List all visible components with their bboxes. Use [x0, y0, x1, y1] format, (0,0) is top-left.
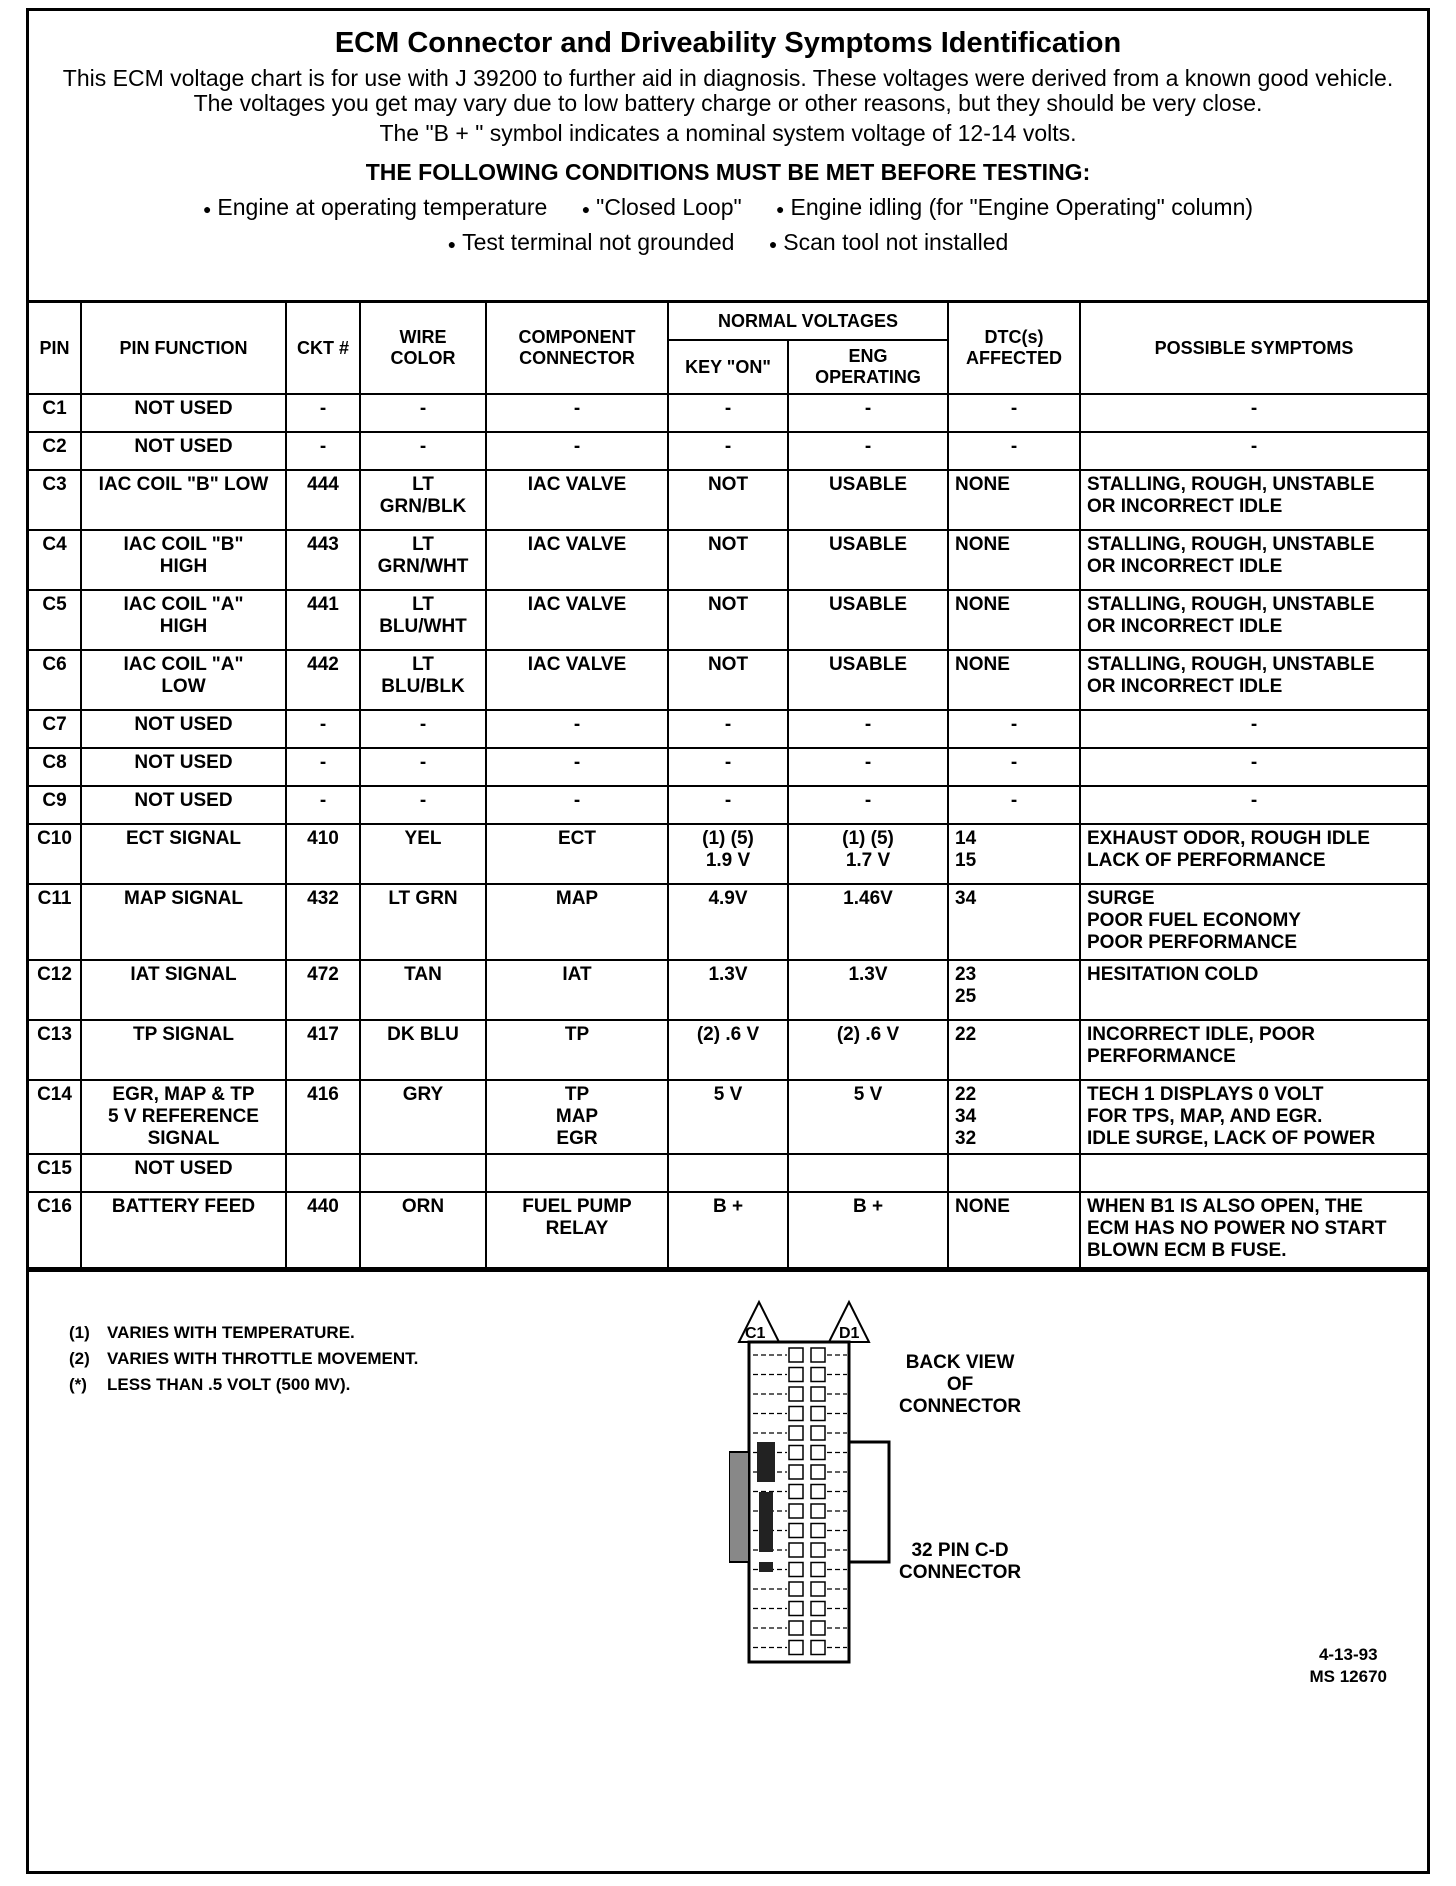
key-on-voltage-cell: 4.9V — [668, 884, 788, 960]
eng-operating-voltage-cell: - — [788, 432, 948, 470]
voltage-table — [29, 303, 1427, 1269]
key-on-voltage-cell: NOT — [668, 590, 788, 650]
ckt-cell: - — [286, 710, 360, 748]
connector-pin-label: 32 PIN C-D CONNECTOR — [899, 1540, 1022, 1583]
pin-function-cell: NOT USED — [81, 432, 286, 470]
header-pin: PIN — [29, 303, 81, 394]
pin-function-cell: IAC COIL "B" HIGH — [81, 530, 286, 590]
symptoms-cell: INCORRECT IDLE, POOR PERFORMANCE — [1080, 1020, 1427, 1080]
table-row — [29, 710, 1427, 748]
component-cell: TP — [486, 1020, 668, 1080]
symptoms-cell: - — [1080, 432, 1427, 470]
chart-sheet — [26, 8, 1430, 1874]
symptoms-cell: STALLING, ROUGH, UNSTABLE OR INCORRECT IDLE — [1080, 650, 1427, 710]
condition-item: ● Test terminal not grounded — [448, 229, 735, 255]
table-row — [29, 1080, 1427, 1154]
key-on-voltage-cell: (2) .6 V — [668, 1020, 788, 1080]
eng-operating-voltage-cell: 1.3V — [788, 960, 948, 1020]
condition-item: ● Scan tool not installed — [769, 229, 1009, 255]
key-on-voltage-cell: NOT — [668, 470, 788, 530]
table-row — [29, 824, 1427, 884]
pin-cell: C13 — [29, 1020, 81, 1080]
dtc-cell: 23 25 — [948, 960, 1080, 1020]
symptoms-cell: STALLING, ROUGH, UNSTABLE OR INCORRECT IDLE — [1080, 470, 1427, 530]
ckt-cell: 442 — [286, 650, 360, 710]
dtc-cell: - — [948, 748, 1080, 786]
condition-item: ● Engine at operating temperature — [203, 194, 547, 220]
header-component-connector: COMPONENT CONNECTOR — [486, 303, 668, 394]
pin-cell: C8 — [29, 748, 81, 786]
eng-operating-voltage-cell: - — [788, 748, 948, 786]
wire-color-cell: - — [360, 786, 486, 824]
page-title: ECM Connector and Driveability Symptoms Identification — [334, 27, 1122, 59]
ckt-cell: - — [286, 432, 360, 470]
symptoms-cell — [1080, 1154, 1427, 1192]
symptoms-cell: WHEN B1 IS ALSO OPEN, THE ECM HAS NO POWER NO START BLOWN ECM B FUSE. — [1080, 1192, 1427, 1268]
intro-text: This ECM voltage chart is for use with J 39200 to further aid in diagnosis. These voltages were derived from a known good vehicle. The voltages you get may vary due to low battery charge or other reasons, but they should be very close. — [62, 65, 1394, 116]
connector-d1-label: D1 — [839, 1325, 860, 1342]
connector-diagram — [729, 1292, 1029, 1672]
doc-reference — [1310, 1644, 1388, 1688]
table-row — [29, 590, 1427, 650]
table-row — [29, 786, 1427, 824]
key-on-voltage-cell: 1.3V — [668, 960, 788, 1020]
header-ckt: CKT # — [286, 303, 360, 394]
pin-cell: C2 — [29, 432, 81, 470]
component-cell: TP MAP EGR — [486, 1080, 668, 1154]
key-on-voltage-cell — [668, 1154, 788, 1192]
dtc-cell: NONE — [948, 470, 1080, 530]
dtc-cell: 22 34 32 — [948, 1080, 1080, 1154]
conditions-heading: THE FOLLOWING CONDITIONS MUST BE MET BEFORE TESTING: — [365, 159, 1091, 185]
wire-color-cell: - — [360, 748, 486, 786]
key-on-voltage-cell: - — [668, 748, 788, 786]
ckt-cell: - — [286, 748, 360, 786]
header-key-on: KEY "ON" — [668, 340, 788, 394]
eng-operating-voltage-cell — [788, 1154, 948, 1192]
symptoms-cell: TECH 1 DISPLAYS 0 VOLT FOR TPS, MAP, AND EGR. IDLE SURGE, LACK OF POWER — [1080, 1080, 1427, 1154]
pin-function-cell: IAT SIGNAL — [81, 960, 286, 1020]
ckt-cell: 440 — [286, 1192, 360, 1268]
doc-code: MS 12670 — [1309, 1667, 1387, 1686]
table-row — [29, 432, 1427, 470]
table-row — [29, 748, 1427, 786]
condition-item: ● Engine idling (for "Engine Operating" column) — [776, 194, 1253, 220]
component-cell: FUEL PUMP RELAY — [486, 1192, 668, 1268]
pin-cell: C6 — [29, 650, 81, 710]
symptoms-cell: - — [1080, 748, 1427, 786]
symptoms-cell: - — [1080, 394, 1427, 432]
component-cell: ECT — [486, 824, 668, 884]
dtc-cell: - — [948, 710, 1080, 748]
symptoms-cell: STALLING, ROUGH, UNSTABLE OR INCORRECT IDLE — [1080, 530, 1427, 590]
wire-color-cell: - — [360, 394, 486, 432]
pin-function-cell: IAC COIL "A" LOW — [81, 650, 286, 710]
table-row — [29, 470, 1427, 530]
pin-function-cell: IAC COIL "B" LOW — [81, 470, 286, 530]
component-cell: - — [486, 432, 668, 470]
conditions-row-1 — [29, 194, 1427, 221]
dtc-cell: NONE — [948, 590, 1080, 650]
eng-operating-voltage-cell: (2) .6 V — [788, 1020, 948, 1080]
pin-cell: C7 — [29, 710, 81, 748]
wire-color-cell: YEL — [360, 824, 486, 884]
component-cell: - — [486, 394, 668, 432]
header-pin-function: PIN FUNCTION — [81, 303, 286, 394]
condition-item: ● "Closed Loop" — [582, 194, 742, 220]
wire-color-cell: LT GRN/BLK — [360, 470, 486, 530]
pin-cell: C16 — [29, 1192, 81, 1268]
key-on-voltage-cell: 5 V — [668, 1080, 788, 1154]
table-row — [29, 650, 1427, 710]
conditions-row-2 — [29, 229, 1427, 256]
dtc-cell — [948, 1154, 1080, 1192]
header-section — [29, 11, 1427, 303]
eng-operating-voltage-cell: USABLE — [788, 650, 948, 710]
symptoms-cell: STALLING, ROUGH, UNSTABLE OR INCORRECT IDLE — [1080, 590, 1427, 650]
pin-cell: C9 — [29, 786, 81, 824]
wire-color-cell: LT BLU/WHT — [360, 590, 486, 650]
header-dtc: DTC(s) AFFECTED — [948, 303, 1080, 394]
eng-operating-voltage-cell: - — [788, 786, 948, 824]
eng-operating-voltage-cell: (1) (5) 1.7 V — [788, 824, 948, 884]
dtc-cell: - — [948, 432, 1080, 470]
wire-color-cell: ORN — [360, 1192, 486, 1268]
ckt-cell: 417 — [286, 1020, 360, 1080]
pin-function-cell: TP SIGNAL — [81, 1020, 286, 1080]
wire-color-cell: DK BLU — [360, 1020, 486, 1080]
eng-operating-voltage-cell: 1.46V — [788, 884, 948, 960]
eng-operating-voltage-cell: USABLE — [788, 470, 948, 530]
pin-function-cell: NOT USED — [81, 1154, 286, 1192]
pin-function-cell: MAP SIGNAL — [81, 884, 286, 960]
pin-function-cell: NOT USED — [81, 394, 286, 432]
pin-cell: C4 — [29, 530, 81, 590]
wire-color-cell — [360, 1154, 486, 1192]
pin-cell: C14 — [29, 1080, 81, 1154]
ckt-cell: 472 — [286, 960, 360, 1020]
pin-cell: C5 — [29, 590, 81, 650]
component-cell: IAT — [486, 960, 668, 1020]
table-row — [29, 530, 1427, 590]
component-cell: IAC VALVE — [486, 470, 668, 530]
header-wire-color: WIRE COLOR — [360, 303, 486, 394]
pin-cell: C10 — [29, 824, 81, 884]
table-row — [29, 884, 1427, 960]
ckt-cell — [286, 1154, 360, 1192]
symptoms-cell: SURGE POOR FUEL ECONOMY POOR PERFORMANCE — [1080, 884, 1427, 960]
footer-section — [29, 1269, 1427, 1702]
ckt-cell: 441 — [286, 590, 360, 650]
ckt-cell: - — [286, 786, 360, 824]
pin-function-cell: ECT SIGNAL — [81, 824, 286, 884]
table-row — [29, 1192, 1427, 1268]
back-view-label: BACK VIEW OF CONNECTOR — [899, 1352, 1022, 1417]
dtc-cell: - — [948, 394, 1080, 432]
footnote: (1) VARIES WITH TEMPERATURE. — [69, 1323, 355, 1342]
ckt-cell: 416 — [286, 1080, 360, 1154]
footnote: (2) VARIES WITH THROTTLE MOVEMENT. — [69, 1349, 419, 1368]
key-on-voltage-cell: - — [668, 394, 788, 432]
pin-function-cell: NOT USED — [81, 710, 286, 748]
ckt-cell: - — [286, 394, 360, 432]
key-on-voltage-cell: B + — [668, 1192, 788, 1268]
dtc-cell: 34 — [948, 884, 1080, 960]
symptoms-cell: EXHAUST ODOR, ROUGH IDLE LACK OF PERFORMANCE — [1080, 824, 1427, 884]
component-cell: - — [486, 748, 668, 786]
component-cell: IAC VALVE — [486, 650, 668, 710]
table-row — [29, 960, 1427, 1020]
table-row — [29, 394, 1427, 432]
pin-function-cell: IAC COIL "A" HIGH — [81, 590, 286, 650]
footnote: (*) LESS THAN .5 VOLT (500 MV). — [69, 1375, 351, 1394]
connector-c1-label: C1 — [745, 1325, 766, 1342]
key-on-voltage-cell: - — [668, 786, 788, 824]
component-cell: - — [486, 710, 668, 748]
component-cell: IAC VALVE — [486, 530, 668, 590]
eng-operating-voltage-cell: - — [788, 394, 948, 432]
pin-cell: C15 — [29, 1154, 81, 1192]
dtc-cell: NONE — [948, 530, 1080, 590]
dtc-cell: 14 15 — [948, 824, 1080, 884]
pin-function-cell: NOT USED — [81, 748, 286, 786]
wire-color-cell: LT BLU/BLK — [360, 650, 486, 710]
symptoms-cell: - — [1080, 710, 1427, 748]
key-on-voltage-cell: - — [668, 710, 788, 748]
eng-operating-voltage-cell: USABLE — [788, 530, 948, 590]
dtc-cell: 22 — [948, 1020, 1080, 1080]
table-row — [29, 1020, 1427, 1080]
header-symptoms: POSSIBLE SYMPTOMS — [1080, 303, 1427, 394]
dtc-cell: NONE — [948, 1192, 1080, 1268]
component-cell: IAC VALVE — [486, 590, 668, 650]
pin-cell: C11 — [29, 884, 81, 960]
wire-color-cell: LT GRN — [360, 884, 486, 960]
symptoms-cell: - — [1080, 786, 1427, 824]
key-on-voltage-cell: - — [668, 432, 788, 470]
wire-color-cell: - — [360, 710, 486, 748]
footnotes — [69, 1320, 418, 1398]
wire-color-cell: - — [360, 432, 486, 470]
component-cell — [486, 1154, 668, 1192]
dtc-cell: - — [948, 786, 1080, 824]
pin-function-cell: EGR, MAP & TP 5 V REFERENCE SIGNAL — [81, 1080, 286, 1154]
header-eng-operating: ENG OPERATING — [788, 340, 948, 394]
doc-date: 4-13-93 — [1318, 1645, 1378, 1664]
table-row — [29, 1154, 1427, 1192]
pin-cell: C3 — [29, 470, 81, 530]
key-on-voltage-cell: (1) (5) 1.9 V — [668, 824, 788, 884]
wire-color-cell: TAN — [360, 960, 486, 1020]
pin-function-cell: NOT USED — [81, 786, 286, 824]
pin-function-cell: BATTERY FEED — [81, 1192, 286, 1268]
dtc-cell: NONE — [948, 650, 1080, 710]
ckt-cell: 444 — [286, 470, 360, 530]
key-on-voltage-cell: NOT — [668, 530, 788, 590]
b-plus-note: The "B + " symbol indicates a nominal system voltage of 12-14 volts. — [379, 120, 1077, 146]
component-cell: - — [486, 786, 668, 824]
pin-cell: C1 — [29, 394, 81, 432]
component-cell: MAP — [486, 884, 668, 960]
eng-operating-voltage-cell: 5 V — [788, 1080, 948, 1154]
pin-cell: C12 — [29, 960, 81, 1020]
symptoms-cell: HESITATION COLD — [1080, 960, 1427, 1020]
ckt-cell: 443 — [286, 530, 360, 590]
eng-operating-voltage-cell: - — [788, 710, 948, 748]
wire-color-cell: GRY — [360, 1080, 486, 1154]
key-on-voltage-cell: NOT — [668, 650, 788, 710]
header-normal-voltages: NORMAL VOLTAGES — [668, 303, 948, 340]
ckt-cell: 432 — [286, 884, 360, 960]
eng-operating-voltage-cell: B + — [788, 1192, 948, 1268]
wire-color-cell: LT GRN/WHT — [360, 530, 486, 590]
ckt-cell: 410 — [286, 824, 360, 884]
eng-operating-voltage-cell: USABLE — [788, 590, 948, 650]
